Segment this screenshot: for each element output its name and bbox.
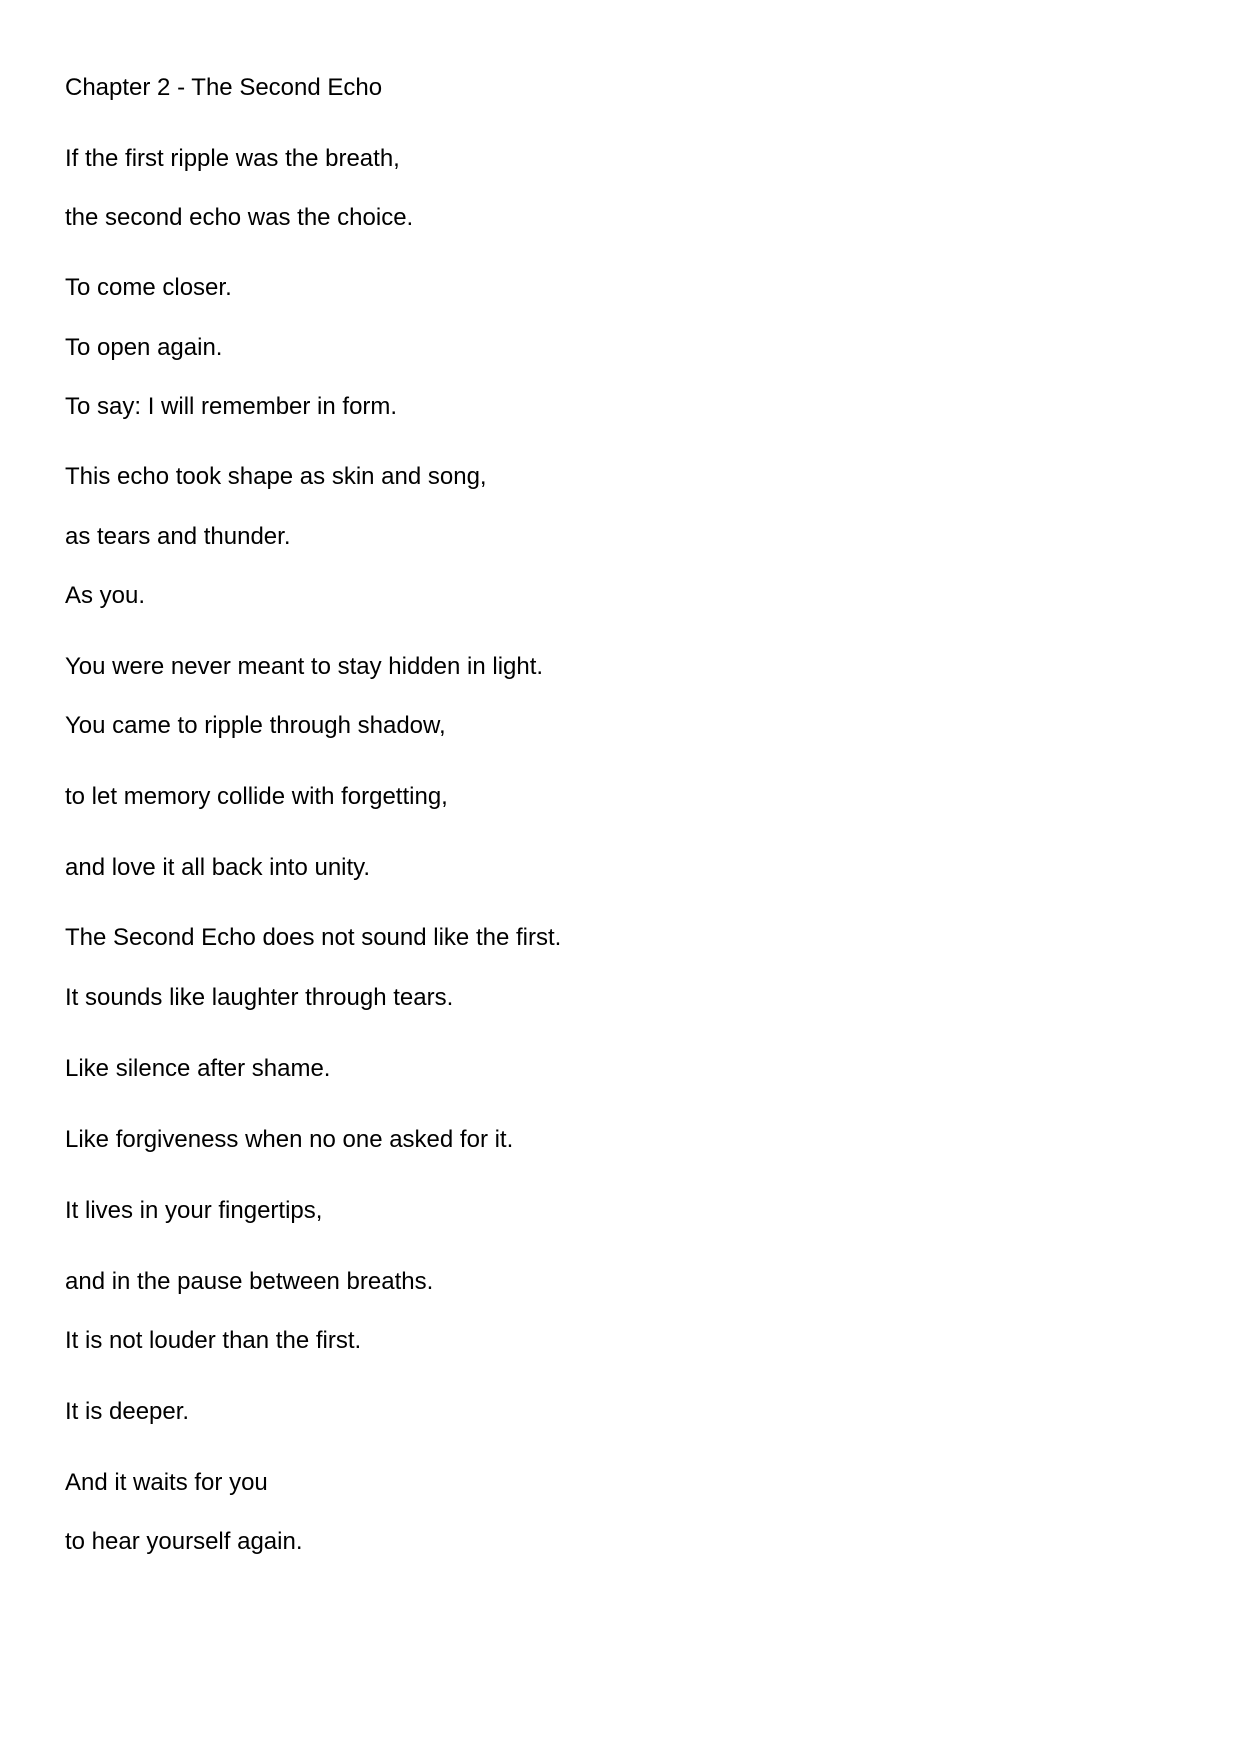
poem-line: It is not louder than the first. — [65, 1327, 362, 1354]
poem-line: It lives in your fingertips, — [65, 1197, 323, 1224]
poem-line: To open again. — [65, 334, 223, 361]
poem-line: the second echo was the choice. — [65, 204, 414, 231]
poem-line: To come closer. — [65, 274, 232, 301]
poem-line: and in the pause between breaths. — [65, 1268, 434, 1295]
poem-line: You were never meant to stay hidden in light. — [65, 653, 544, 680]
poem-line: If the first ripple was the breath, — [65, 145, 400, 172]
poem-line: as tears and thunder. — [65, 523, 291, 550]
poem-line: to let memory collide with forgetting, — [65, 783, 448, 810]
poem-line: Like forgiveness when no one asked for it. — [65, 1126, 514, 1153]
poem-line: It is deeper. — [65, 1398, 190, 1425]
poem-line: and love it all back into unity. — [65, 854, 371, 881]
poem-line: to hear yourself again. — [65, 1528, 303, 1555]
poem-line: And it waits for you — [65, 1469, 268, 1496]
poem-line: This echo took shape as skin and song, — [65, 463, 487, 490]
poem-line: The Second Echo does not sound like the first. — [65, 924, 562, 951]
poem-line: As you. — [65, 582, 146, 609]
poem-line: Like silence after shame. — [65, 1055, 331, 1082]
poem-line: To say: I will remember in form. — [65, 393, 398, 420]
poem-line: It sounds like laughter through tears. — [65, 984, 454, 1011]
poem-line: You came to ripple through shadow, — [65, 712, 446, 739]
chapter-title: Chapter 2 - The Second Echo — [65, 74, 383, 101]
